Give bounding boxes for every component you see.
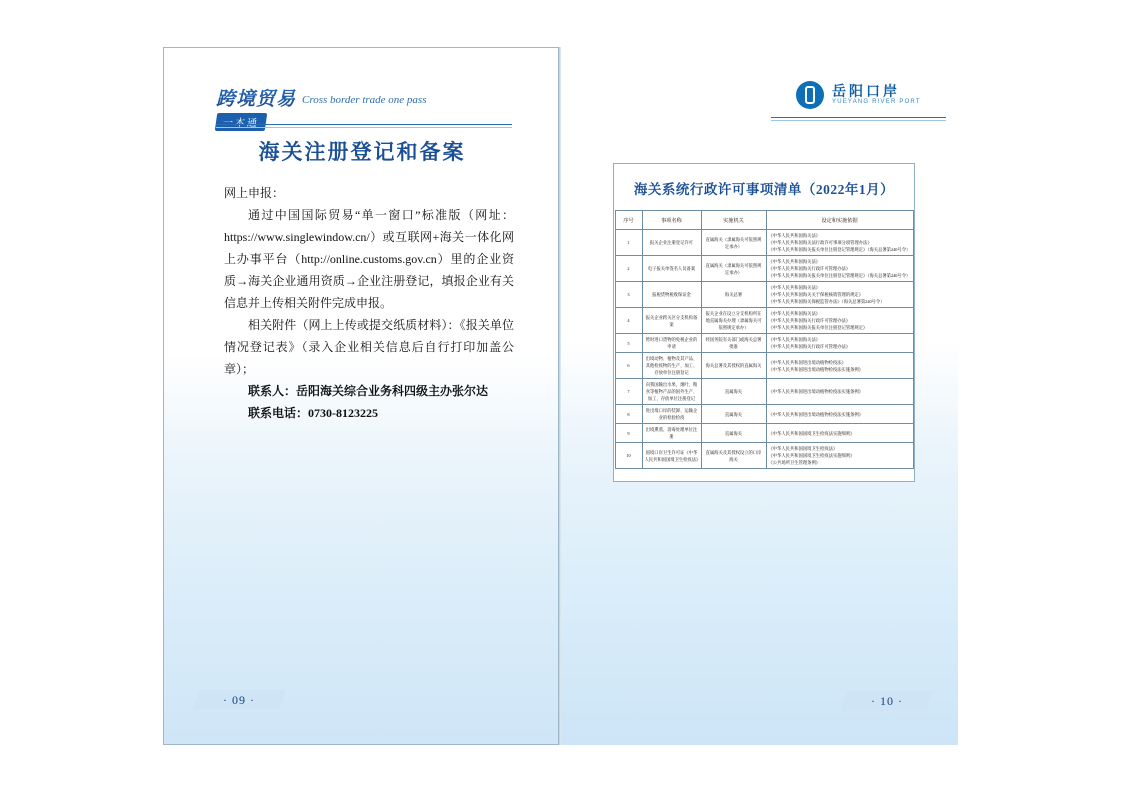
cell-item: 报关企业注册登记许可 [642,230,701,256]
header-rule [216,124,512,125]
paragraph-1: 通过中国国际贸易“单一窗口”标准版（网址：https://www.singlewindow.cn/）或互联网+海关一体化网上办事平台（http://online.customs.gov.cn）里的企业资质→海关企业通用资质→企业注册登记，填报企业有关信息并上传相关附件完成申报。 [224,208,514,310]
header-rule-secondary [216,127,512,128]
table-row [615,230,913,256]
cell-basis: 《中华人民共和国进出境动植物检疫法》 《中华人民共和国进出境动植物检疫法实施条例》 [766,353,913,379]
table-row [615,379,913,405]
table-row [615,353,913,379]
port-name: 岳阳口岸 [832,83,900,99]
page-number-text: · 10 · [871,694,903,708]
brand-logo-sub: 一本通 [215,113,268,131]
cell-org: 报关企业在设立分支机构所在地直属海关办理（隶属海关可依照规定承办） [701,308,766,334]
permit-list-card [613,163,915,482]
body-text [224,182,514,424]
header-rule-right [771,117,946,118]
brand-logo-cn: 跨境贸易 [216,84,296,111]
port-emblem-icon [796,81,824,109]
column-header-basis: 设定和实施依据 [766,211,913,230]
table-row [615,443,913,469]
page-number-left [196,690,282,710]
cell-item: 进出境口岸的装卸、运输企业的检验检疫 [642,405,701,424]
table-row [615,282,913,308]
cell-no: 9 [615,424,642,443]
cell-item: 报税货物税收保证金 [642,282,701,308]
column-header-item: 事项名称 [642,211,701,230]
left-page [163,47,559,745]
cell-org: 直属海关 [701,405,766,424]
cell-no: 10 [615,443,642,469]
table-body [615,230,913,469]
cell-org: 直属海关 [701,424,766,443]
cell-no: 1 [615,230,642,256]
cell-no: 7 [615,379,642,405]
cell-item: 国境口岸卫生许可证《中华人民共和国国境卫生检疫法》 [642,443,701,469]
column-header-org: 实施机关 [701,211,766,230]
page-fold-line [559,47,560,745]
cell-item: 向我国输出水果、烟叶、粮食等植物产品的国外生产、加工、存放单位注册登记 [642,379,701,405]
paragraph-2: 相关附件（网上上传或提交纸质材料）：《报关单位情况登记表》（录入企业相关信息后自行打印加盖公章）； [224,318,514,376]
table-row [615,405,913,424]
page-number-right [844,691,930,711]
cell-basis: 《中华人民共和国海关法》 《中华人民共和国海关行政许可管理办法》 《中华人民共和国海关报关单位注册登记管理规定》 [766,308,913,334]
cell-org: 经国务院有关部门或海关总署批准 [701,334,766,353]
cell-item: 出境动物、植物及其产品、其他检疫物的生产、加工、存放单位注册登记 [642,353,701,379]
cell-org: 直属海关（隶属海关可依照规定承办） [701,256,766,282]
cell-item: 暂时进口货物的免税企业的申请 [642,334,701,353]
table-header-row [615,211,913,230]
paragraph-4: 联系电话：0730-8123225 [248,406,378,420]
cell-no: 6 [615,353,642,379]
table-row [615,334,913,353]
cell-item: 报关企业跨关区分支机构备案 [642,308,701,334]
cell-org: 直属海关 [701,379,766,405]
cell-basis: 《中华人民共和国海关法》 《中华人民共和国海关行政许可管理办法》 《中华人民共和国海关报关单位注册登记管理规定》（海关总署第240号令） [766,256,913,282]
cell-org: 直属海关及其授权设立的口岸海关 [701,443,766,469]
cell-basis: 《中华人民共和国海关法》 《中华人民共和国海关关于保税核销管理的规定》 《中华人民共和国海关保税监管办法》（海关总署第240号令） [766,282,913,308]
cell-basis: 《中华人民共和国海关法》 《中华人民共和国海关法行政许可事项分项管理办法》 《中华人民共和国海关报关单位注册登记管理规定》（海关总署第240号令） [766,230,913,256]
permit-list-table [615,210,914,469]
cell-no: 2 [615,256,642,282]
cell-basis: 《中华人民共和国国境卫生检疫法实施细则》 [766,424,913,443]
paragraph-0: 网上申报： [224,186,285,200]
header-rule-right-secondary [771,120,946,121]
cell-no: 5 [615,334,642,353]
port-logo [796,79,946,113]
table-row [615,256,913,282]
cell-no: 3 [615,282,642,308]
table-row [615,424,913,443]
page-number-text: · 09 · [223,693,255,707]
column-header-no: 序号 [615,211,642,230]
table-title: 海关系统行政许可事项清单（2022年1月） [633,182,895,197]
cell-basis: 《中华人民共和国进出境动植物检疫法实施条例》 [766,379,913,405]
port-name-en: YUEYANG RIVER PORT [832,99,921,105]
cell-no: 4 [615,308,642,334]
cell-basis: 《中华人民共和国海关法》 《中华人民共和国海关行政许可管理办法》 [766,334,913,353]
brand-logo [216,84,516,129]
brand-logo-en: Cross border trade one pass [302,94,427,106]
paragraph-3: 联系人：岳阳海关综合业务科四级主办张尔达 [248,384,489,398]
table-row [615,308,913,334]
cell-org: 海关总署及其授权的直属海关 [701,353,766,379]
cell-org: 直属海关（隶属海关可依照规定承办） [701,230,766,256]
cell-org: 海关总署 [701,282,766,308]
cell-item: 出境熏蒸、消毒处理单位注册 [642,424,701,443]
cell-no: 8 [615,405,642,424]
right-page [560,47,958,745]
cell-basis: 《中华人民共和国进出境动植物检疫法实施条例》 [766,405,913,424]
cell-basis: 《中华人民共和国国境卫生检疫法》 《中华人民共和国国境卫生检疫法实施细则》 《公共场所卫生管理条例》 [766,443,913,469]
page-title: 海关注册登记和备案 [258,140,466,164]
cell-item: 电子报关单签名人员备案 [642,256,701,282]
